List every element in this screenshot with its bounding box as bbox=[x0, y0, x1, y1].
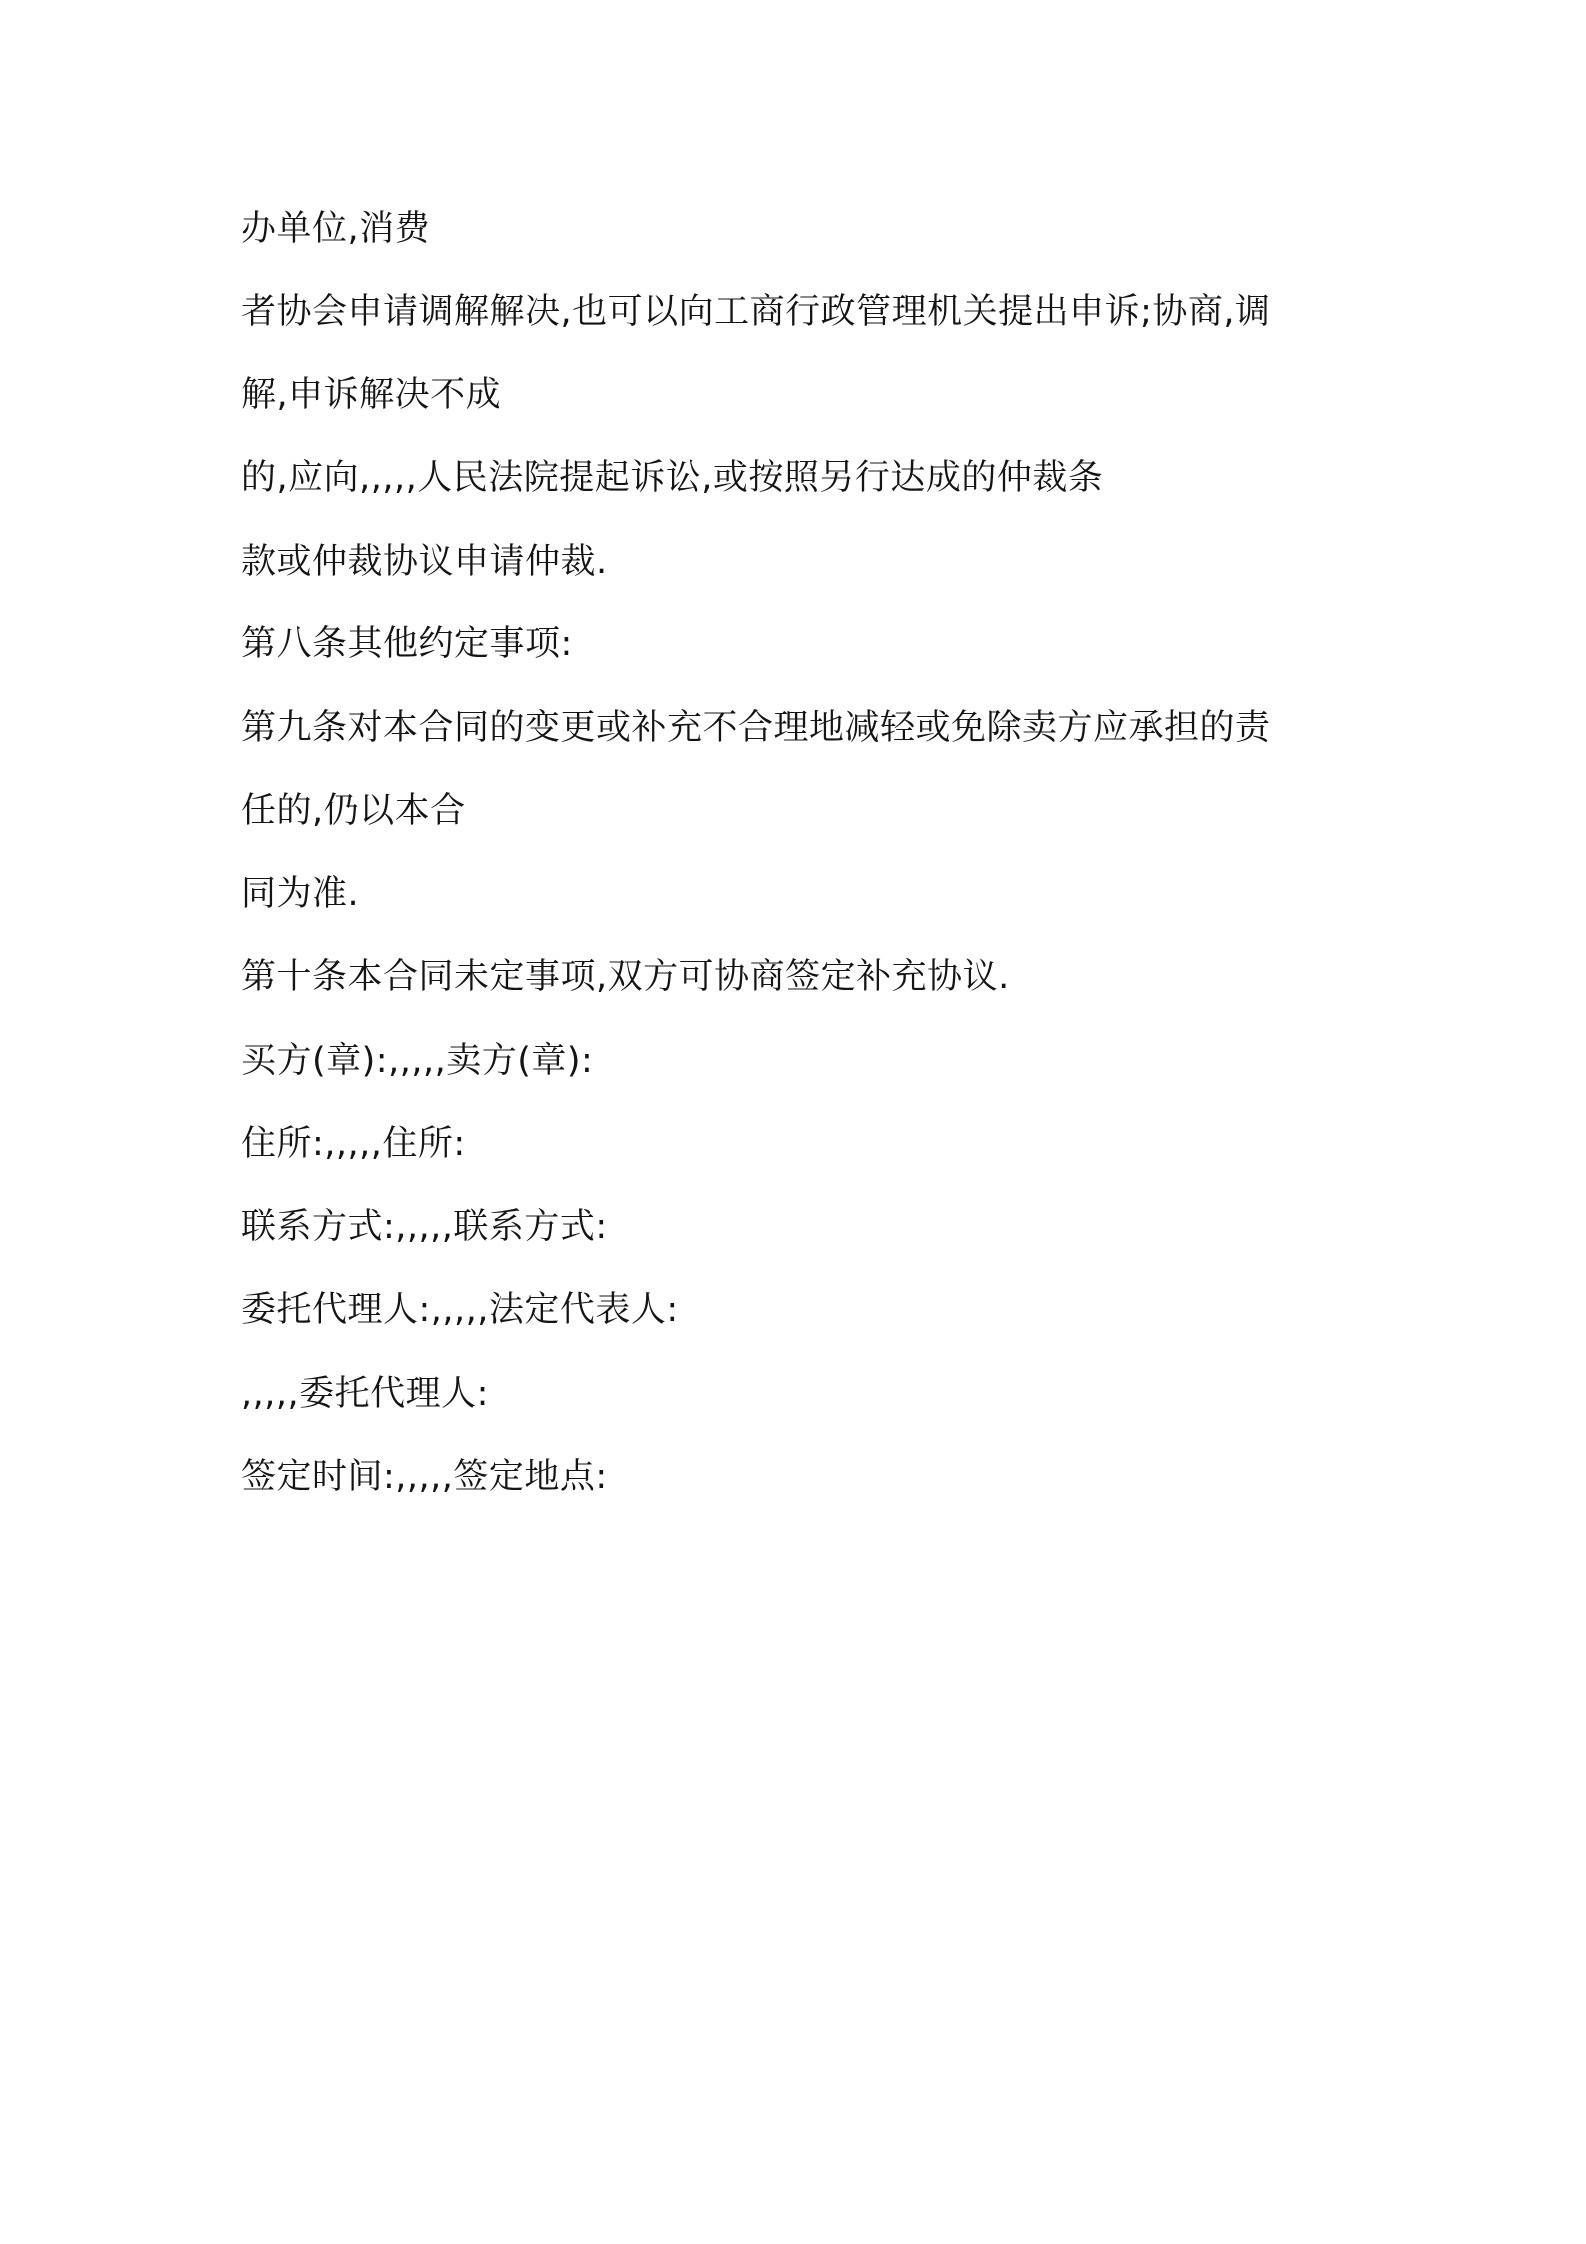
text-line: 解,申诉解决不成 bbox=[241, 375, 502, 415]
text-line: 办单位,消费 bbox=[241, 209, 431, 249]
article-8-heading: 第八条其他约定事项: bbox=[241, 624, 573, 664]
signature-date-place-line: 签定时间:,,,,,签定地点: bbox=[241, 1457, 608, 1497]
signature-agent-line-2: ,,,,,委托代理人: bbox=[241, 1374, 489, 1414]
signature-address-line: 住所:,,,,,住所: bbox=[241, 1124, 466, 1164]
text-line: 款或仲裁协议申请仲裁. bbox=[241, 542, 608, 582]
text-line: 者协会申请调解解决,也可以向工商行政管理机关提出申诉;协商,调 bbox=[241, 292, 1271, 332]
signature-party-line: 买方(章):,,,,,卖方(章): bbox=[241, 1041, 594, 1081]
article-9-text: 第九条对本合同的变更或补充不合理地减轻或免除卖方应承担的责 bbox=[241, 708, 1271, 748]
signature-agent-line: 委托代理人:,,,,,法定代表人: bbox=[241, 1290, 679, 1330]
article-10-text: 第十条本合同未定事项,双方可协商签定补充协议. bbox=[241, 957, 1010, 997]
signature-contact-line: 联系方式:,,,,,联系方式: bbox=[241, 1207, 608, 1247]
text-line: 的,应向,,,,,人民法院提起诉讼,或按照另行达成的仲裁条 bbox=[241, 458, 1104, 498]
text-line: 任的,仍以本合 bbox=[241, 791, 466, 831]
text-line: 同为准. bbox=[241, 874, 360, 914]
